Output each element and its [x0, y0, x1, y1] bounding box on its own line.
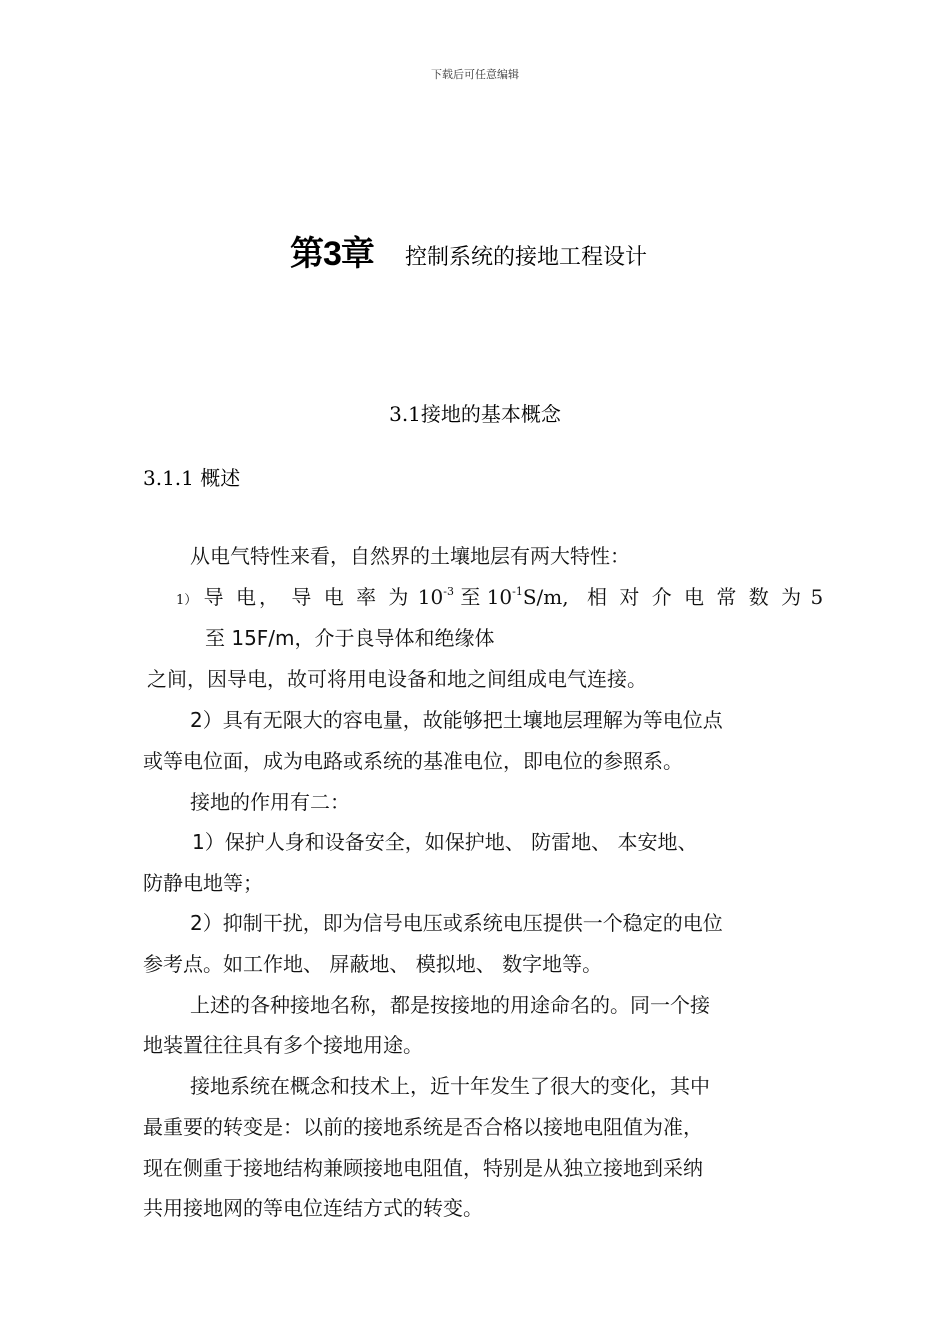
paragraph-roles-intro: 接地的作用有二：	[190, 790, 350, 814]
chapter-number: 第3章	[290, 235, 374, 273]
list-item-2-line1: 2）具有无限大的容电量，故能够把土壤地层理解为等电位点	[190, 708, 723, 732]
list-item-1-line1: 1） 导 电， 导 电 率 为 $10^{-3}$ 至 $10^{-1}S/m$, 相 对 介 电 常 数 为 5	[176, 585, 824, 609]
role-1-line2: 防静电地等；	[143, 871, 263, 895]
paragraph-change-line2: 最重要的转变是：以前的接地系统是否合格以接地电阻值为准，	[143, 1115, 703, 1139]
subsection-heading	[143, 462, 240, 491]
paragraph-change-line3: 现在侧重于接地结构兼顾接地电阻值，特别是从独立接地到采纳	[143, 1156, 703, 1180]
paragraph-intro: 从电气特性来看，自然界的土壤地层有两大特性：	[190, 544, 630, 568]
page-header: 下载后可任意编辑	[431, 68, 519, 81]
chapter-title: 控制系统的接地工程设计	[405, 245, 648, 270]
paragraph-naming-line1: 上述的各种接地名称，都是按接地的用途命名的。同一个接	[190, 993, 710, 1017]
list-item-1-line2: 至 15F/m，介于良导体和绝缘体	[205, 626, 495, 650]
list-item-2-line2: 或等电位面，成为电路或系统的基准电位，即电位的参照系。	[143, 749, 683, 773]
section-number: 3.1	[389, 402, 421, 426]
role-2-line1: 2）抑制干扰，即为信号电压或系统电压提供一个稳定的电位	[190, 911, 723, 935]
paragraph-naming-line2: 地装置往往具有多个接地用途。	[143, 1033, 423, 1057]
list-item-1-line3: 之间，因导电，故可将用电设备和地之间组成电气连接。	[147, 667, 647, 691]
paragraph-change-line1: 接地系统在概念和技术上，近十年发生了很大的变化，其中	[190, 1074, 710, 1098]
section-heading	[0, 398, 950, 427]
list-item-1-marker: 1）	[176, 593, 198, 608]
paragraph-change-line4: 共用接地网的等电位连结方式的转变。	[143, 1196, 483, 1220]
subsection-number: 3.1.1	[143, 466, 194, 490]
section-title: 接地的基本概念	[420, 402, 561, 426]
role-1-line1: 1）保护人身和设备安全，如保护地、 防雷地、 本安地、	[192, 830, 698, 854]
subsection-title: 概述	[200, 466, 241, 490]
role-2-line2: 参考点。如工作地、 屏蔽地、 模拟地、 数字地等。	[143, 952, 603, 976]
